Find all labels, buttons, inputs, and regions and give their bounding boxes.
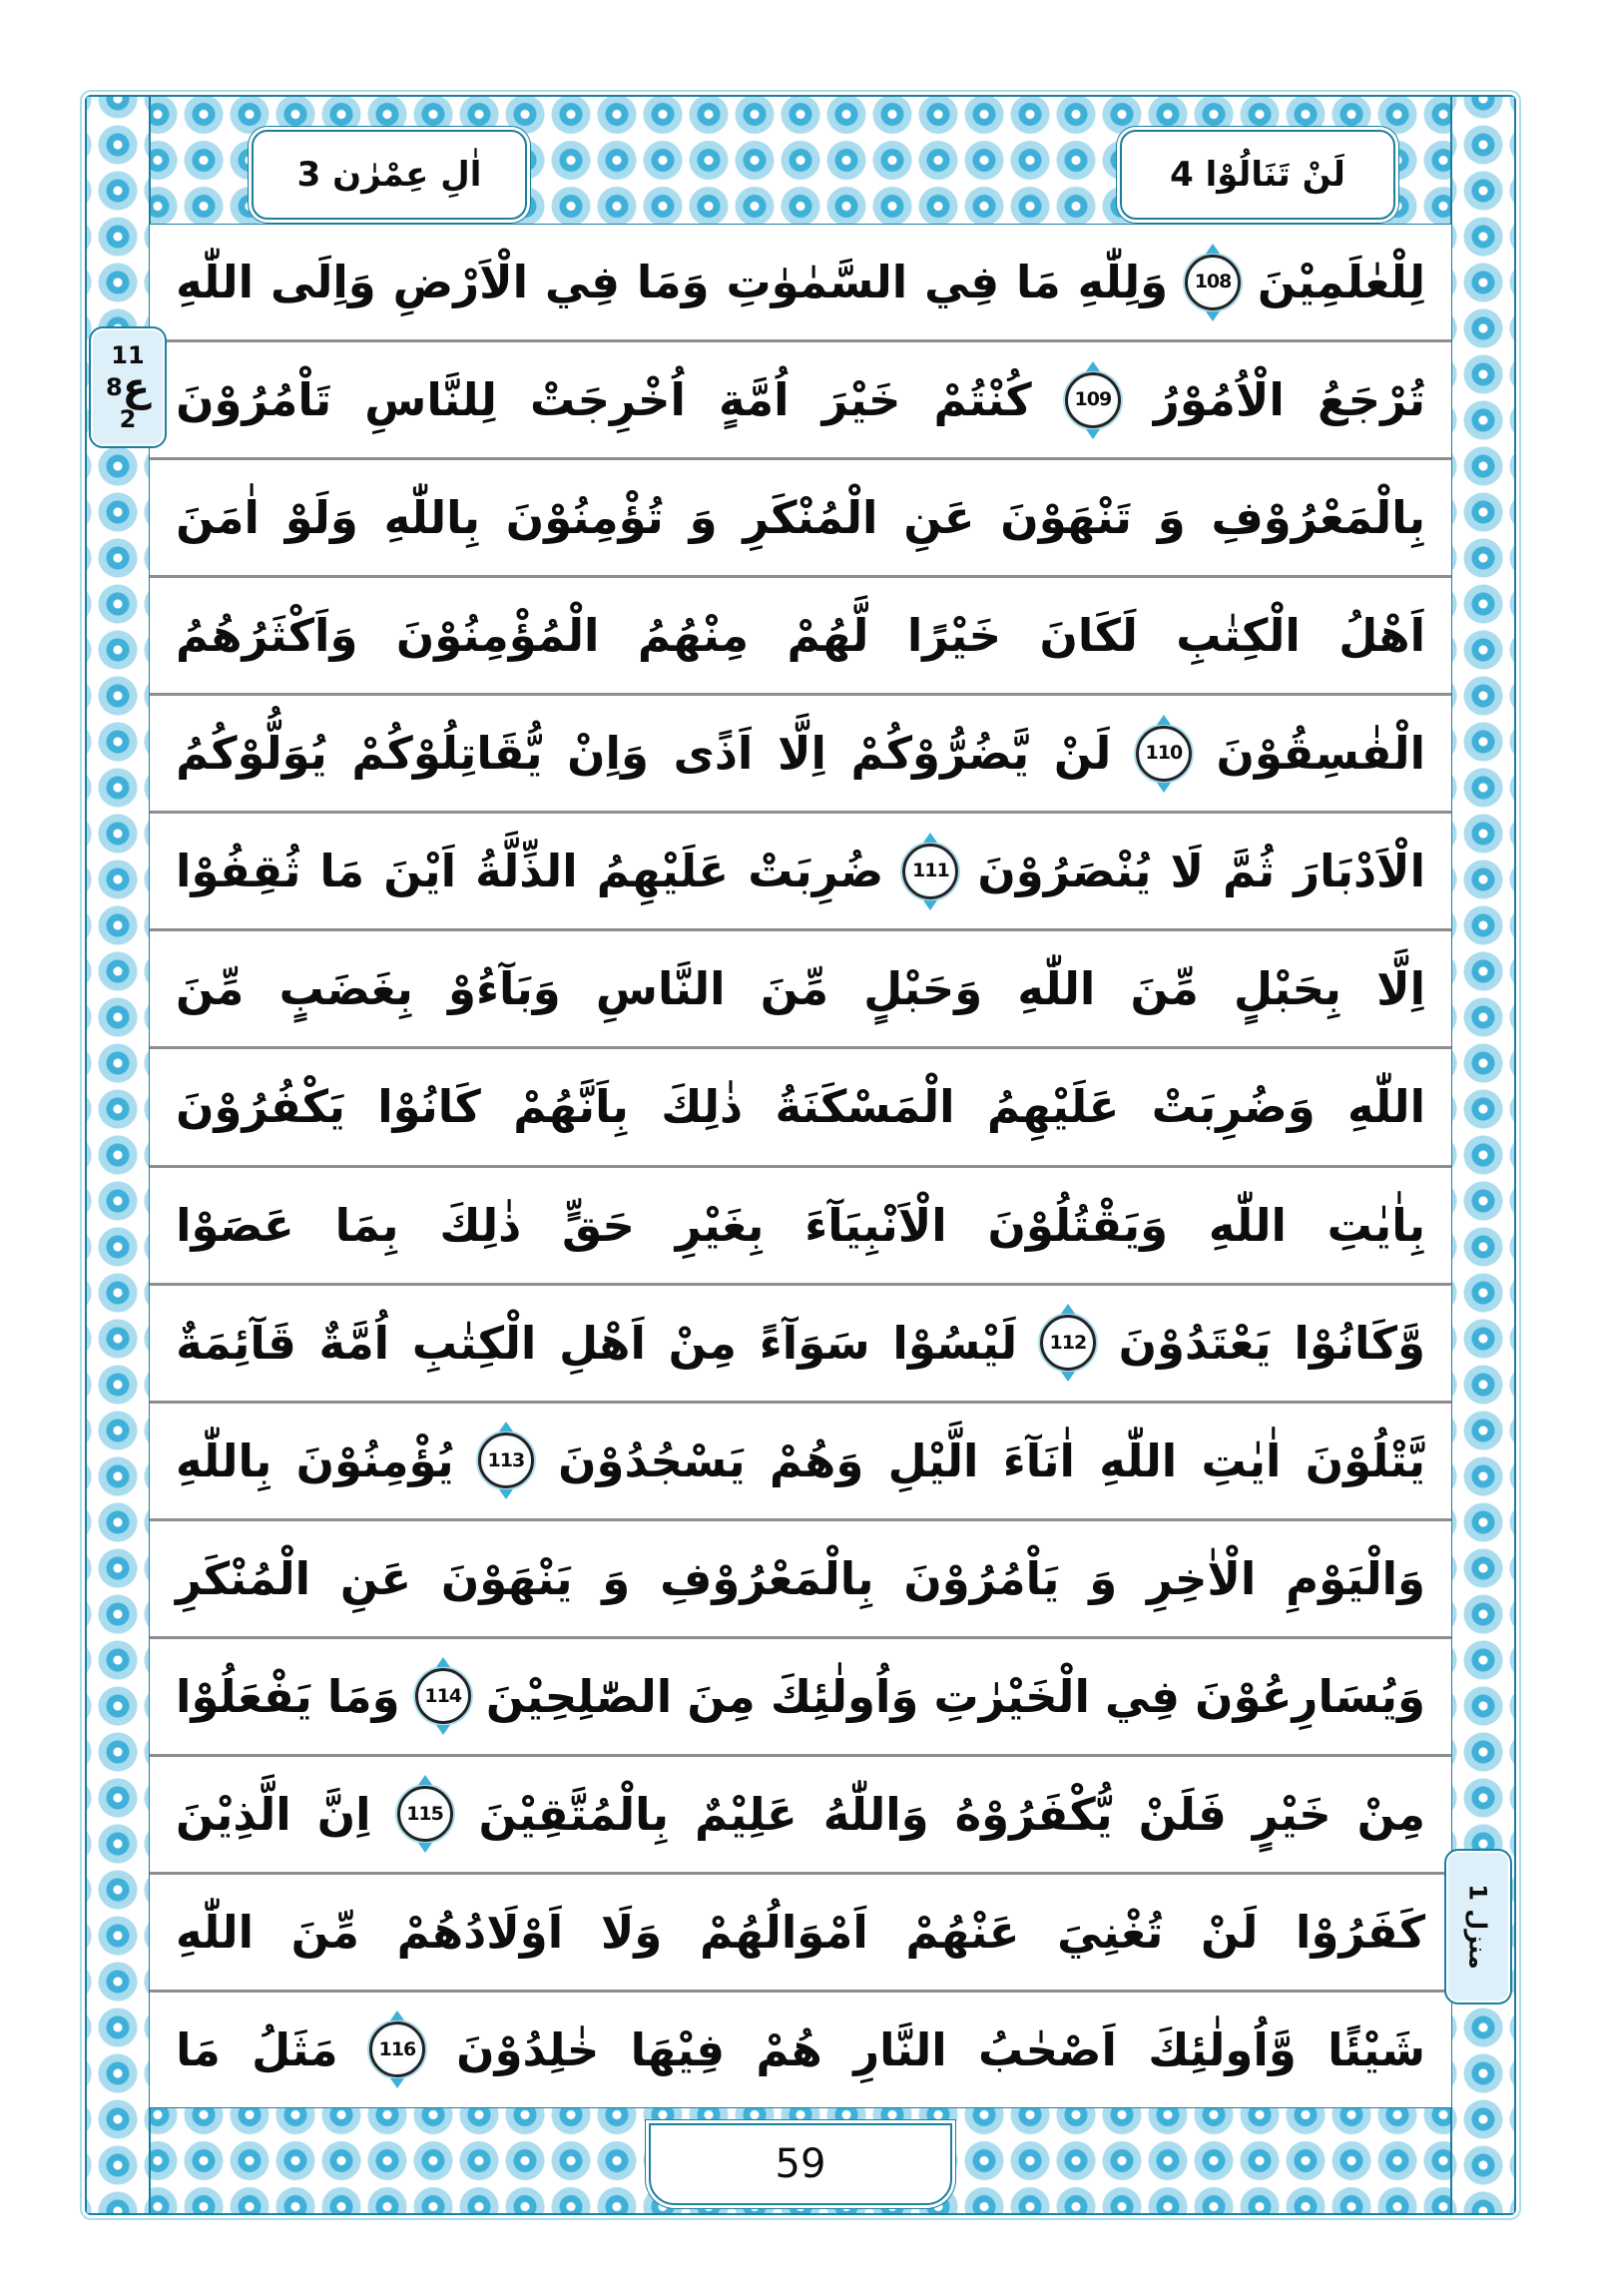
quran-line bbox=[150, 460, 1451, 578]
ayah-word: كَانُوْا bbox=[377, 1080, 481, 1134]
verse-number-marker bbox=[902, 844, 958, 899]
ayah-word: بِاٰيٰتِ bbox=[1327, 1198, 1425, 1252]
ayah-word: الْاَدْبَارَ bbox=[1294, 845, 1425, 898]
ayah-word: يُؤْمِنُوْنَ bbox=[295, 1434, 454, 1487]
ayah-word: وَبَآءُوْ bbox=[448, 962, 561, 1016]
ayah-word: بِغَضَبٍ bbox=[278, 962, 413, 1016]
verse-number-marker bbox=[1040, 1315, 1096, 1371]
ayah-word: اٰيٰتِ bbox=[1201, 1434, 1282, 1487]
ayah-word: وَاللّٰهُ bbox=[822, 1787, 929, 1841]
quran-line bbox=[150, 1521, 1451, 1639]
ayah-word: يَسْجُدُوْنَ bbox=[558, 1434, 746, 1487]
ayah-word: الَّيْلِ bbox=[887, 1434, 979, 1487]
surah-name-cartouche bbox=[252, 130, 527, 220]
ayah-word: قَآئِمَةٌ bbox=[176, 1316, 296, 1370]
verse-number: 115 bbox=[406, 1802, 443, 1825]
ayah-word: بِالْمَعْرُوْفِ bbox=[1211, 491, 1425, 545]
ayah-word: مِّنَ bbox=[176, 962, 245, 1016]
ayah-word: عَصَوْا bbox=[176, 1198, 294, 1252]
verse-number-marker bbox=[415, 1668, 471, 1724]
ayah-word: الْكِتٰبِ bbox=[1176, 609, 1301, 663]
ayah-word: وَ bbox=[1157, 491, 1186, 545]
ayah-word: وَحَبْلٍ bbox=[863, 962, 983, 1016]
ayah-word: شَيْئًا bbox=[1328, 2022, 1425, 2076]
verse-number-marker bbox=[397, 1786, 453, 1842]
quran-text-area bbox=[149, 224, 1452, 2108]
ayah-word: مِنْهُمُ bbox=[637, 609, 750, 663]
ayah-word: سَوَآءً bbox=[759, 1316, 870, 1370]
ayah-word: فِي bbox=[924, 256, 1000, 309]
ayah-word: يَّتْلُوْنَ bbox=[1305, 1434, 1425, 1487]
ayah-word: وَيُسَارِعُوْنَ bbox=[1195, 1669, 1425, 1723]
juz-name-label: لَنْ تَنَالُوْا 4 bbox=[1170, 155, 1345, 195]
ayah-word: الْمُنْكَرِ bbox=[743, 491, 878, 545]
quran-line bbox=[150, 1639, 1451, 1757]
ruku-verse-count: 11 bbox=[111, 341, 145, 369]
ayah-word: اِلَّا bbox=[777, 727, 826, 781]
ayah-word: عَنْهُمْ bbox=[905, 1905, 1020, 1959]
ayah-word: الْكِتٰبِ bbox=[411, 1316, 537, 1370]
ayah-word: اللّٰهِ bbox=[1208, 1198, 1287, 1252]
ruku-juz-number: 2 bbox=[119, 405, 137, 433]
verse-number: 114 bbox=[424, 1684, 462, 1707]
ayah-word: وَ bbox=[689, 491, 718, 545]
verse-number-marker bbox=[1065, 372, 1121, 428]
ayah-word: لِلْعٰلَمِيْنَ bbox=[1257, 256, 1425, 309]
ayah-word: ضُرِبَتْ bbox=[748, 845, 884, 898]
page-number-cartouche bbox=[649, 2123, 952, 2205]
ayah-word: وَاِنْ bbox=[567, 727, 649, 781]
verse-number: 109 bbox=[1074, 388, 1112, 411]
ayah-word: يَّضُرُّوْكُمْ bbox=[850, 727, 1030, 781]
ayah-word: بِمَا bbox=[334, 1198, 399, 1252]
ayah-word: فِي bbox=[544, 256, 620, 309]
ayah-word: بِاللّٰهِ bbox=[383, 491, 480, 545]
ayah-word: بِحَبْلٍ bbox=[1234, 962, 1341, 1016]
ayah-word: وَهُمْ bbox=[769, 1434, 864, 1487]
ayah-word: تُرْجَعُ bbox=[1317, 373, 1425, 427]
ayah-word: يَاْمُرُوْنَ bbox=[903, 1551, 1060, 1605]
ayah-word: اٰنَآءَ bbox=[1002, 1434, 1075, 1487]
ayah-word: الْمُنْكَرِ bbox=[176, 1551, 311, 1605]
quran-line bbox=[150, 1757, 1451, 1875]
ayah-word: ذٰلِكَ bbox=[439, 1198, 522, 1252]
quran-line bbox=[150, 1286, 1451, 1404]
ayah-word: اللّٰهِ bbox=[1017, 962, 1096, 1016]
ayah-word: كَفَرُوْا bbox=[1296, 1905, 1425, 1959]
ayah-word: بِالْمَعْرُوْفِ bbox=[660, 1551, 874, 1605]
ayah-word: عَلَيْهِمُ bbox=[986, 1080, 1120, 1134]
ayah-word: اِلَّا bbox=[1376, 962, 1425, 1016]
verse-number-marker bbox=[1185, 255, 1241, 310]
verse-number: 111 bbox=[912, 860, 949, 882]
quran-line bbox=[150, 1404, 1451, 1521]
ayah-word: وَ bbox=[602, 1551, 631, 1605]
ayah-word: يُّكْفَرُوْهُ bbox=[954, 1787, 1113, 1841]
ruku-number: 8 bbox=[105, 373, 123, 401]
surah-number: 3 bbox=[296, 155, 321, 195]
ayah-word: لَنْ bbox=[1201, 1905, 1259, 1959]
ayah-word: اَهْلُ bbox=[1338, 609, 1425, 663]
ayah-word: النَّاسِ bbox=[595, 962, 726, 1016]
ayah-word: بِغَيْرِ bbox=[675, 1198, 765, 1252]
ayah-word: الْاَنْبِيَآءَ bbox=[804, 1198, 947, 1252]
verse-number: 110 bbox=[1145, 742, 1183, 765]
ayah-word: تَنْهَوْنَ bbox=[1000, 491, 1132, 545]
ayah-word: وَاَكْثَرُهُمُ bbox=[176, 609, 358, 663]
ayah-word: عَنِ bbox=[339, 1551, 412, 1605]
ayah-word: اَيْنَ bbox=[383, 845, 457, 898]
ayah-word: وَيَقْتُلُوْنَ bbox=[987, 1198, 1169, 1252]
ayah-word: اللّٰهِ bbox=[1099, 1434, 1178, 1487]
ayah-word: خَيْرًا bbox=[906, 609, 1002, 663]
ayah-word: مِّنَ bbox=[1130, 962, 1199, 1016]
ayah-word: اُمَّةٌ bbox=[318, 1316, 390, 1370]
ayah-word: الصّٰلِحِيْنَ bbox=[485, 1669, 673, 1723]
ayah-word: مَا bbox=[319, 845, 365, 898]
ayah-word: السَّمٰوٰتِ bbox=[726, 256, 908, 309]
quran-line bbox=[150, 1875, 1451, 1993]
ayah-word: وَضُرِبَتْ bbox=[1151, 1080, 1316, 1134]
ayah-word: وَلَوْ bbox=[284, 491, 358, 545]
ayah-word: اللّٰهِ bbox=[1347, 1080, 1425, 1134]
ayah-word: اٰمَنَ bbox=[176, 491, 260, 545]
verse-number-marker bbox=[369, 2021, 425, 2077]
ayah-word: لَنْ bbox=[1053, 727, 1112, 781]
ayah-word: عَنِ bbox=[903, 491, 975, 545]
quran-line bbox=[150, 342, 1451, 460]
verse-number: 112 bbox=[1049, 1331, 1087, 1354]
ruku-ain-symbol: ع bbox=[122, 364, 151, 410]
ayah-word: اَوْلَادُهُمْ bbox=[396, 1905, 564, 1959]
ayah-word: عَلَيْهِمُ bbox=[596, 845, 730, 898]
manzil-label: منزل 1 bbox=[1464, 1884, 1492, 1970]
ayah-word: اَذًى bbox=[673, 727, 754, 781]
verse-number-marker bbox=[478, 1433, 534, 1488]
ayah-word: خٰلِدُوْنَ bbox=[456, 2022, 600, 2076]
ayah-word: النَّارِ bbox=[853, 2022, 947, 2076]
ayah-word: مَا bbox=[176, 2022, 221, 2076]
ayah-word: لِلنَّاسِ bbox=[364, 373, 497, 427]
ayah-word: وَاُولٰئِكَ bbox=[770, 1669, 919, 1723]
ayah-word: الْمُؤْمِنُوْنَ bbox=[395, 609, 600, 663]
ayah-word: اُمَّةٍ bbox=[718, 373, 790, 427]
ayah-word: مَثَلُ bbox=[252, 2022, 338, 2076]
ayah-word: لَّهُمْ bbox=[787, 609, 869, 663]
ayah-word: يُوَلُّوْكُمُ bbox=[176, 727, 327, 781]
quran-line bbox=[150, 1993, 1451, 2107]
quran-line bbox=[150, 814, 1451, 931]
ayah-word: اِنَّ bbox=[316, 1787, 371, 1841]
ayah-word: وَّكَانُوْا bbox=[1294, 1316, 1425, 1370]
ayah-word: هُمْ bbox=[756, 2022, 822, 2076]
ayah-word: مِّنَ bbox=[760, 962, 829, 1016]
ayah-word: فِي bbox=[1105, 1669, 1181, 1723]
ruku-marker bbox=[89, 326, 167, 448]
page-number: 59 bbox=[775, 2141, 826, 2187]
verse-number: 108 bbox=[1194, 271, 1232, 293]
ayah-word: يَكْفُرُوْنَ bbox=[176, 1080, 345, 1134]
ayah-word: مِنْ bbox=[668, 1316, 738, 1370]
ayah-word: الْاُمُوْرُ bbox=[1153, 373, 1285, 427]
ayah-word: يُنْصَرُوْنَ bbox=[977, 845, 1152, 898]
ayah-word: الْفٰسِقُوْنَ bbox=[1216, 727, 1425, 781]
ayah-word: يَعْتَدُوْنَ bbox=[1118, 1316, 1272, 1370]
verse-number: 116 bbox=[378, 2037, 416, 2060]
ayah-word: فَلَنْ bbox=[1138, 1787, 1227, 1841]
ayah-word: وَّاُولٰئِكَ bbox=[1148, 2022, 1297, 2076]
ayah-word: خَيْرٍ bbox=[1252, 1787, 1331, 1841]
quran-line bbox=[150, 1049, 1451, 1167]
ayah-word: مَا bbox=[1015, 256, 1061, 309]
ayah-word: بِاللّٰهِ bbox=[176, 1434, 272, 1487]
quran-line bbox=[150, 931, 1451, 1049]
ayah-word: لَكَانَ bbox=[1039, 609, 1138, 663]
surah-name-label: اٰلِ عِمْرٰن 3 bbox=[296, 155, 482, 195]
ayah-word: خَيْرَ bbox=[821, 373, 901, 427]
ayah-word: مِنَ bbox=[687, 1669, 756, 1723]
ayah-word: الْاٰخِرِ bbox=[1146, 1551, 1257, 1605]
ayah-word: لَا bbox=[1170, 845, 1204, 898]
ayah-word: وَمَا bbox=[636, 256, 710, 309]
juz-name-cartouche bbox=[1120, 130, 1395, 220]
ayah-word: يَفْعَلُوْا bbox=[176, 1669, 312, 1723]
ayah-word: وَالْيَوْمِ bbox=[1286, 1551, 1425, 1605]
ayah-word: مِنْ bbox=[1356, 1787, 1425, 1841]
ayah-word: الَّذِيْنَ bbox=[176, 1787, 291, 1841]
ayah-word: لَيْسُوْا bbox=[892, 1316, 1018, 1370]
ayah-word: فِيْهَا bbox=[630, 2022, 726, 2076]
ayah-word: الْخَيْرٰتِ bbox=[933, 1669, 1090, 1723]
quran-line bbox=[150, 696, 1451, 814]
ayah-word: تُؤْمِنُوْنَ bbox=[505, 491, 664, 545]
ayah-word: ثُقِفُوْا bbox=[176, 845, 301, 898]
ayah-word: عَلِيْمٌ bbox=[694, 1787, 798, 1841]
ayah-word: حَقٍّ bbox=[562, 1198, 635, 1252]
quran-line bbox=[150, 1168, 1451, 1286]
ayah-word: بِاَنَّهُمْ bbox=[513, 1080, 629, 1134]
page-frame bbox=[85, 95, 1516, 2215]
ayah-word: كُنْتُمْ bbox=[933, 373, 1032, 427]
ayah-word: تَاْمُرُوْنَ bbox=[176, 373, 332, 427]
ayah-word: وَ bbox=[1089, 1551, 1118, 1605]
ayah-word: يَنْهَوْنَ bbox=[440, 1551, 573, 1605]
manzil-marker bbox=[1444, 1849, 1512, 2005]
ayah-word: ثُمَّ bbox=[1223, 845, 1276, 898]
ayah-word: اللّٰهِ bbox=[176, 256, 255, 309]
ayah-word: اَمْوَالُهُمْ bbox=[699, 1905, 868, 1959]
ayah-word: اللّٰهِ bbox=[176, 1905, 255, 1959]
ayah-word: وَلَا bbox=[600, 1905, 663, 1959]
ayah-word: الذِّلَّةُ bbox=[475, 845, 578, 898]
ayah-word: الْاَرْضِ bbox=[392, 256, 529, 309]
ayah-word: اَهْلِ bbox=[559, 1316, 646, 1370]
ayah-word: اُخْرِجَتْ bbox=[529, 373, 686, 427]
ayah-word: وَمَا bbox=[326, 1669, 400, 1723]
ayah-word: اَصْحٰبُ bbox=[977, 2022, 1117, 2076]
ayah-word: وَلِلّٰهِ bbox=[1077, 256, 1169, 309]
ayah-word: تُغْنِيَ bbox=[1057, 1905, 1164, 1959]
verse-number: 113 bbox=[487, 1448, 525, 1471]
verse-number-marker bbox=[1136, 726, 1192, 782]
quran-line bbox=[150, 578, 1451, 696]
ayah-word: يُّقَاتِلُوْكُمْ bbox=[351, 727, 543, 781]
ayah-word: بِالْمُتَّقِيْنَ bbox=[478, 1787, 669, 1841]
ayah-word: ذٰلِكَ bbox=[661, 1080, 744, 1134]
ayah-word: مِّنَ bbox=[290, 1905, 360, 1959]
juz-number: 4 bbox=[1170, 155, 1194, 195]
quran-line bbox=[150, 225, 1451, 342]
ruku-ain-group bbox=[105, 364, 151, 410]
ayah-word: وَاِلَى bbox=[269, 256, 376, 309]
ayah-word: الْمَسْكَنَةُ bbox=[775, 1080, 955, 1134]
